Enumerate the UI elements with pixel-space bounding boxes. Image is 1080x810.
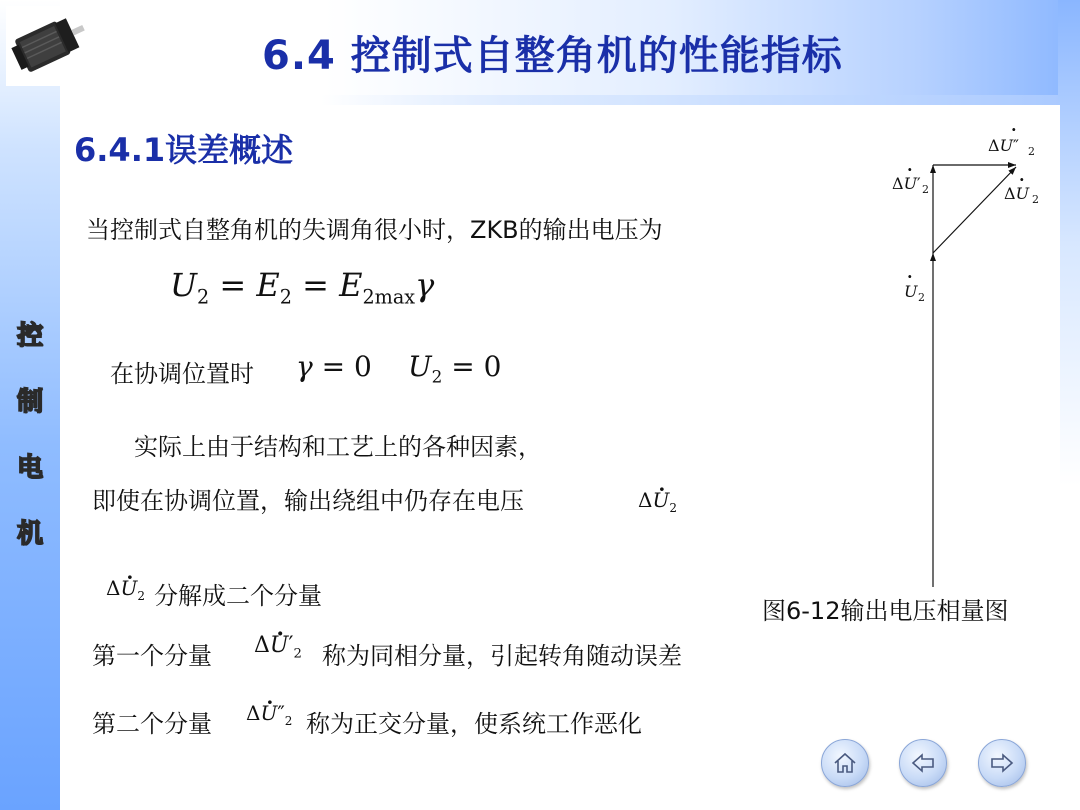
delta-u2-symbol: $\Delta\cdot U_2$ — [638, 488, 677, 515]
delta-u2-double-prime-symbol: $\Delta\cdot U''_2$ — [246, 701, 292, 728]
sidebar-char: 机 — [16, 519, 43, 549]
phasor-label-u2: U — [904, 282, 918, 301]
phasor-label-delta-u2-prime: ΔU′ — [892, 174, 921, 193]
svg-text:·: · — [1019, 170, 1025, 189]
formula-output-voltage: $U_2 = E_2 = E_{2max}\gamma$ — [170, 266, 435, 309]
phasor-label-delta-u2: ΔU — [1004, 184, 1030, 203]
svg-text:2: 2 — [1032, 193, 1039, 206]
svg-text:·: · — [907, 160, 913, 179]
body-line-1: 当控制式自整角机的失调角很小时，ZKB的输出电压为 — [86, 216, 663, 244]
arrow-left-icon — [909, 749, 937, 777]
body-line-5: 分解成二个分量 — [154, 582, 322, 610]
previous-slide-button[interactable] — [899, 739, 947, 787]
right-edge-strip — [1058, 0, 1080, 810]
body-line-4: 即使在协调位置，输出绕组中仍存在电压 — [92, 487, 524, 515]
svg-text:2: 2 — [918, 291, 925, 304]
sidebar-char: 控 — [16, 321, 43, 351]
svg-text:2: 2 — [1028, 145, 1035, 158]
phasor-diagram — [880, 125, 1050, 595]
sidebar-char: 电 — [16, 453, 43, 483]
svg-text:·: · — [1011, 125, 1017, 139]
delta-u2-symbol: $\Delta\cdot U_2$ — [106, 576, 145, 603]
motor-logo-icon — [6, 6, 92, 86]
body-line-6-suffix: 称为同相分量，引起转角随动误差 — [322, 642, 682, 670]
phasor-delta-u2-line — [933, 167, 1016, 253]
slide-title: 6.4 控制式自整角机的性能指标 — [262, 33, 843, 79]
sidebar-vertical-label — [10, 315, 50, 579]
delta-u2-prime-symbol: $\Delta\cdot U'_2$ — [254, 633, 302, 661]
formula-u2-zero: $U_2 = 0$ — [408, 350, 502, 387]
next-slide-button[interactable] — [978, 739, 1026, 787]
figure-caption: 图6-12输出电压相量图 — [762, 597, 1009, 625]
body-line-6-prefix: 第一个分量 — [92, 642, 212, 670]
svg-text:2: 2 — [922, 183, 929, 196]
home-button[interactable] — [821, 739, 869, 787]
sidebar-char: 制 — [16, 387, 43, 417]
formula-gamma-zero: γ = 0 — [296, 350, 372, 383]
body-line-2-prefix: 在协调位置时 — [110, 360, 254, 388]
section-title: 6.4.1误差概述 — [74, 131, 294, 169]
body-line-7-suffix: 称为正交分量，使系统工作恶化 — [306, 710, 642, 738]
phasor-label-delta-u2-double-prime: ΔU″ — [988, 136, 1020, 155]
arrow-right-icon — [988, 749, 1016, 777]
body-line-7-prefix: 第二个分量 — [92, 710, 212, 738]
svg-text:·: · — [907, 267, 913, 286]
body-line-3: 实际上由于结构和工艺上的各种因素， — [134, 433, 542, 461]
home-icon — [831, 749, 859, 777]
